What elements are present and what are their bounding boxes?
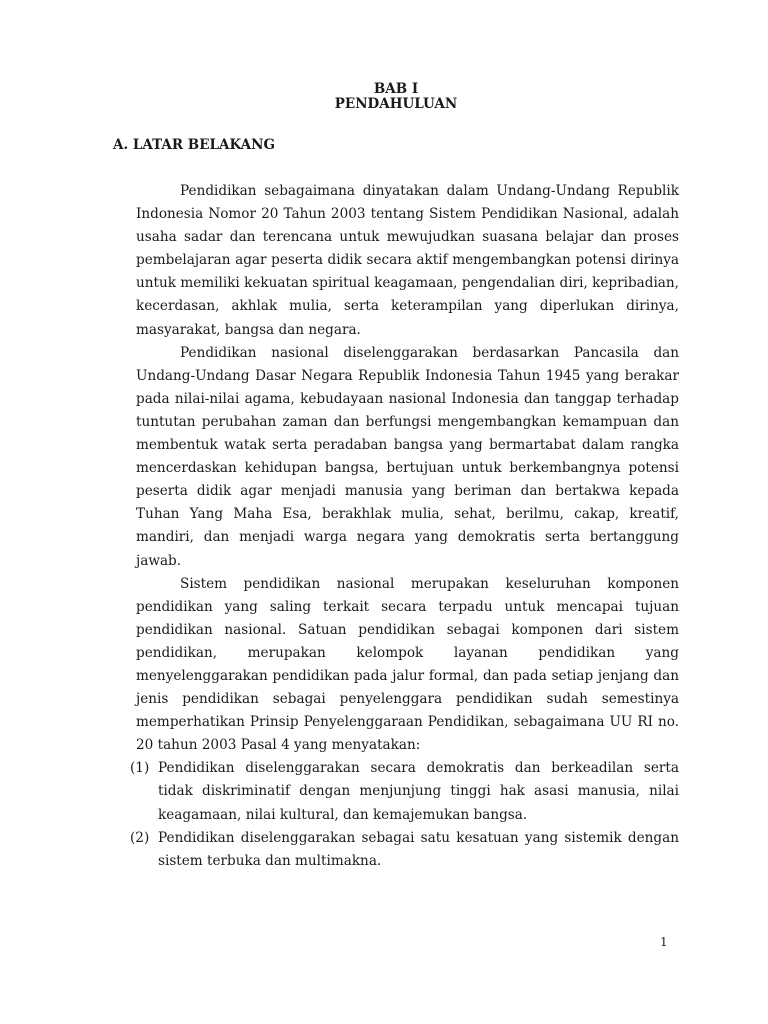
list-item-text: Pendidikan diselenggarakan sebagai satu kesatuan yang sistemik dengan sistem terbuka dan multimakna. [158,829,679,869]
list-item [132,757,679,826]
chapter-title: PENDAHULUAN [334,96,458,112]
list-item [132,827,679,873]
list-marker: (1) [130,760,150,777]
body-text [130,180,679,873]
list-item-text: Pendidikan diselenggarakan secara demokratis dan berkeadilan serta tidak diskriminatif dengan menjunjung tinggi hak asasi manusia, nilai keagamaan, nilai kultural, dan kemajemukan bangsa. [158,760,679,823]
paragraph: Pendidikan nasional diselenggarakan berdasarkan Pancasila dan Undang-Undang Dasar Negara Republik Indonesia Tahun 1945 yang berakar pada nilai-nilai agama, kebudayaan nasional Indonesia dan tanggap terhadap tuntutan perubahan zaman dan berfungsi mengembangkan kemampuan dan membentuk watak serta peradaban bangsa yang bermartabat dalam rangka mencerdaskan kehidupan bangsa, bertujuan untuk berkembangnya potensi peserta didik agar menjadi manusia yang beriman dan bertakwa kepada Tuhan Yang Maha Esa, berakhlak mulia, sehat, berilmu, cakap, kreatif, mandiri, dan menjadi warga negara yang demokratis serta bertanggung jawab. [136,344,679,569]
page-number: 1 [660,935,668,949]
list-marker: (2) [130,829,150,846]
section-heading: A. LATAR BELAKANG [113,137,275,153]
paragraph: Sistem pendidikan nasional merupakan keseluruhan komponen pendidikan yang saling terkait secara terpadu untuk mencapai tujuan pendidikan nasional. Satuan pendidikan sebagai komponen dari sistem pendidikan, merupakan kelompok layanan pendidikan yang menyelenggarakan pendidikan pada jalur formal, dan pada setiap jenjang dan jenis pendidikan sebagai penyelenggara pendidikan sudah semestinya memperhatikan Prinsip Penyelenggaraan Pendidikan, sebagaimana UU RI no. 20 tahun 2003 Pasal 4 yang menyatakan: [136,575,679,754]
paragraph: Pendidikan sebagaimana dinyatakan dalam Undang-Undang Republik Indonesia Nomor 20 Tahun 2003 tentang Sistem Pendidikan Nasional, adalah usaha sadar dan terencana untuk mewujudkan suasana belajar dan proses pembelajaran agar peserta didik secara aktif mengembangkan potensi dirinya untuk memiliki kekuatan spiritual keagamaan, pengendalian diri, kepribadian, kecerdasan, akhlak mulia, serta keterampilan yang diperlukan dirinya, masyarakat, bangsa dan negara. [136,183,679,338]
principles-list [130,757,679,872]
chapter-number: BAB I [373,81,419,97]
